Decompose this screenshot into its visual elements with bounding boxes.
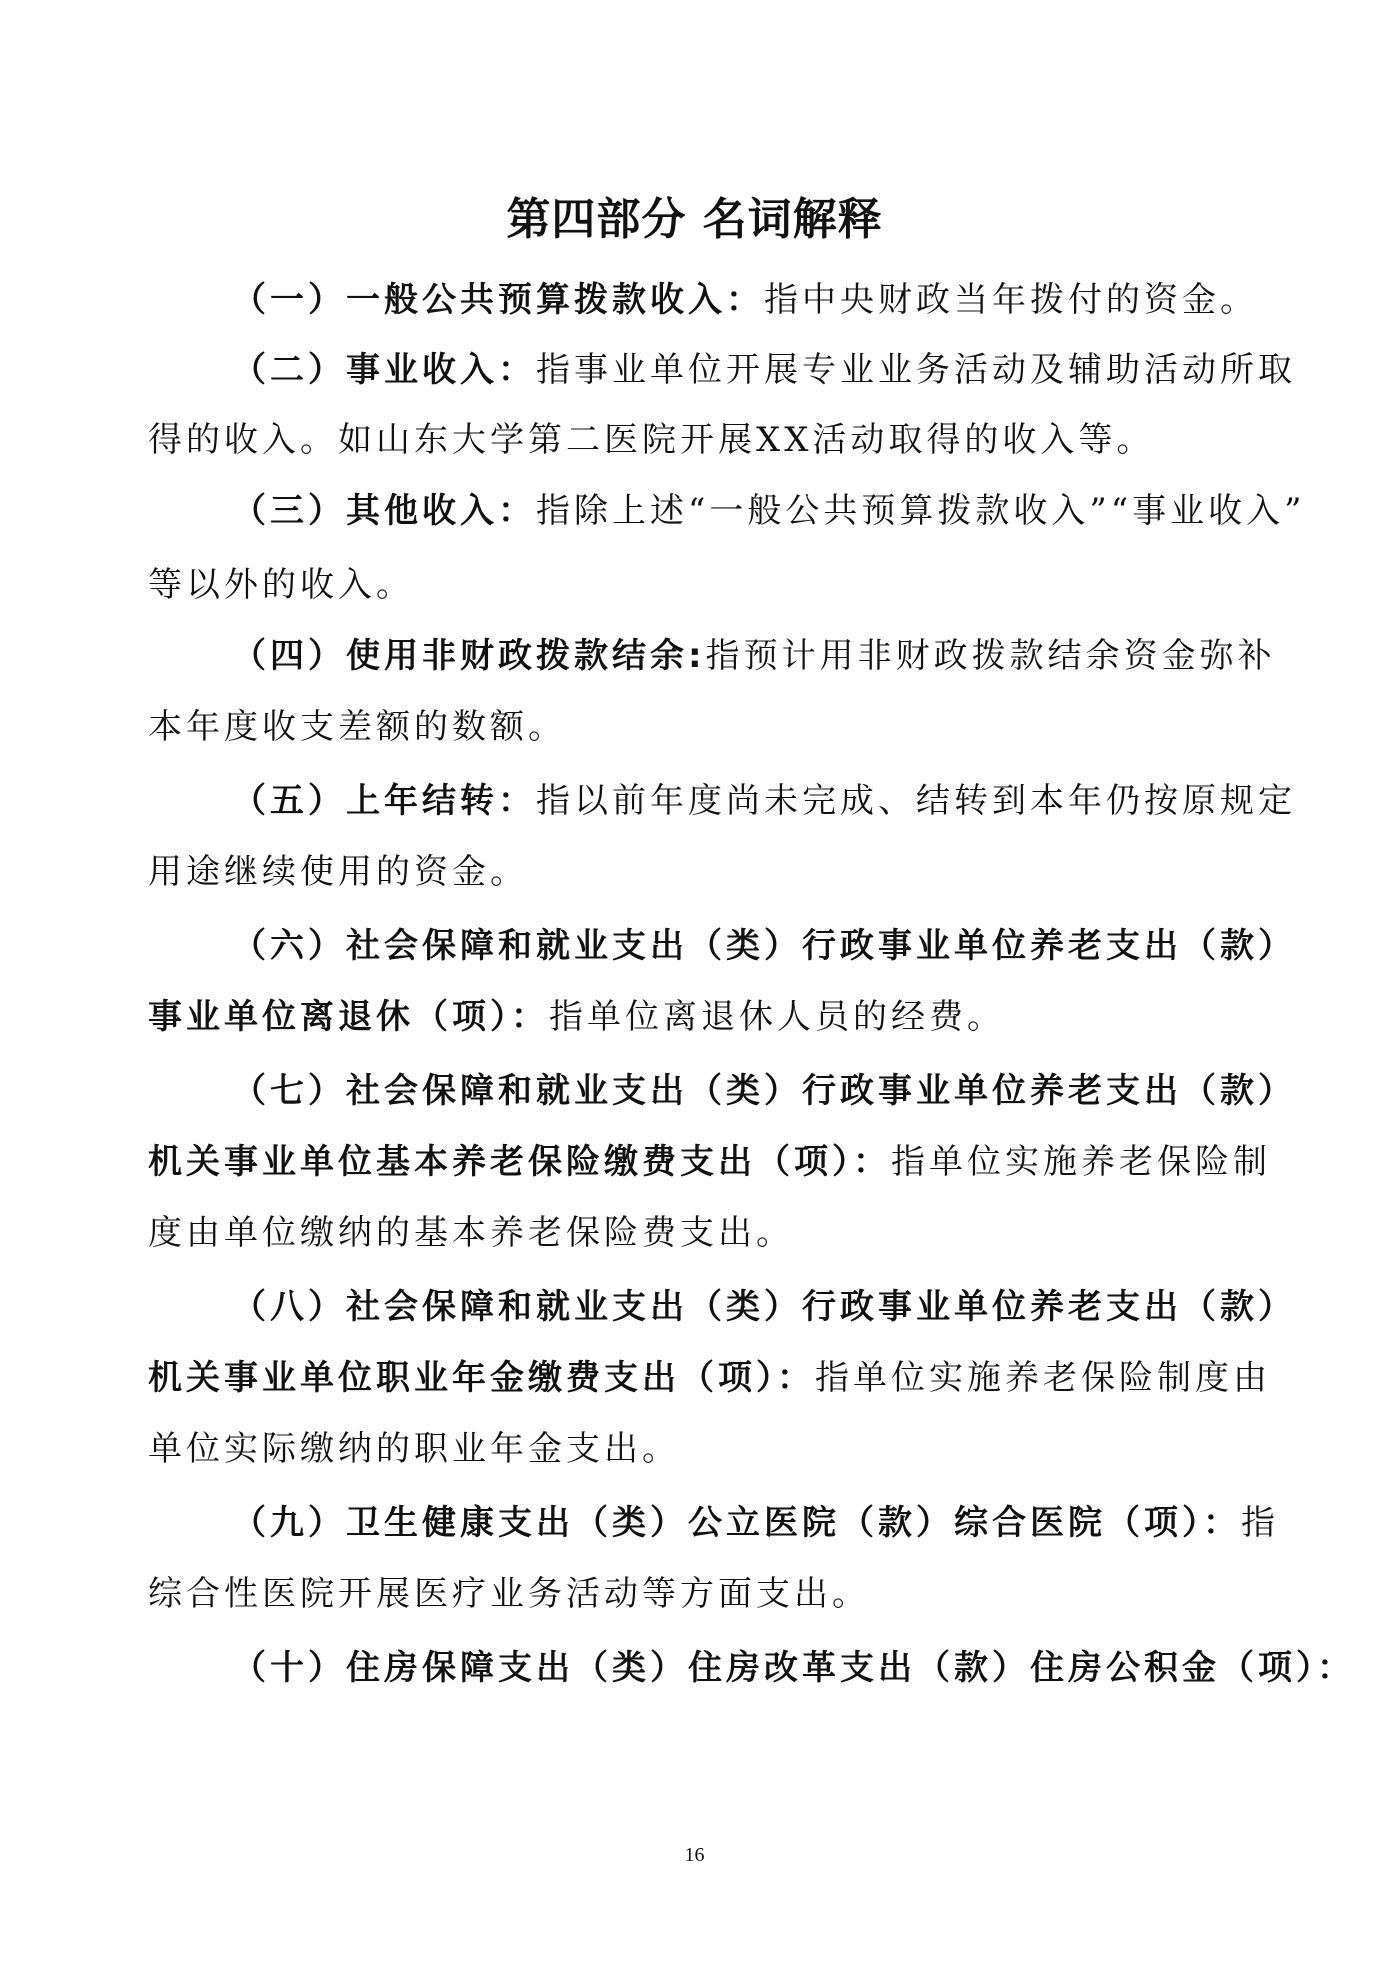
definition-term: （四）使用非财政拨款结余: [232, 636, 706, 676]
definition-line [232, 276, 1258, 324]
definition-term: （九）卫生健康支出（类）公立医院（款）综合医院（项）： [232, 1503, 1241, 1543]
definition-text: 指 [1241, 1503, 1279, 1543]
definition-line [232, 1644, 1355, 1692]
definition-text: 指单位离退休人员的经费。 [549, 997, 1005, 1037]
page-number: 16 [684, 1844, 705, 1866]
definition-text: 指事业单位开展专业业务活动及辅助活动所取 [536, 350, 1296, 390]
definition-line [232, 346, 1296, 394]
definition-text: 指除上述“一般公共预算拨款收入”“事业收入” [536, 491, 1306, 531]
definition-text: 指中央财政当年拨付的资金。 [764, 280, 1258, 320]
definition-text: 指预计用非财政拨款结余资金弥补 [705, 636, 1276, 676]
definition-text: 用途继续使用的资金。 [148, 852, 528, 892]
definition-line [148, 993, 1248, 1041]
definition-text: 得的收入。如山东大学第二医院开展XX活动取得的收入等。 [148, 420, 1155, 460]
definition-line [148, 416, 1248, 464]
definition-line [148, 1354, 1271, 1402]
definition-term: 机关事业单位职业年金缴费支出（项）： [148, 1358, 815, 1398]
definition-term: （二）事业收入： [232, 350, 536, 390]
definition-line [232, 1067, 1296, 1115]
definition-line [232, 632, 1276, 680]
definition-term: （三）其他收入： [232, 491, 536, 531]
definition-term: （十）住房保障支出（类）住房改革支出（款）住房公积金（项）： [232, 1648, 1355, 1688]
definition-line [148, 561, 1248, 609]
definition-text: 度由单位缴纳的基本养老保险费支出。 [148, 1213, 794, 1253]
definition-line [148, 1425, 1248, 1473]
definition-text: 指以前年度尚未完成、结转到本年仍按原规定 [536, 781, 1296, 821]
definition-line [148, 1209, 1248, 1257]
definition-line [148, 1138, 1271, 1186]
definition-line [148, 703, 1248, 751]
page-title: 第四部分 名词解释 [506, 194, 883, 245]
definition-line [232, 487, 1306, 535]
definition-line [148, 848, 1248, 896]
definition-line [232, 922, 1296, 970]
definition-line [148, 1570, 1248, 1618]
definition-text: 单位实际缴纳的职业年金支出。 [148, 1429, 680, 1469]
definition-term: （七）社会保障和就业支出（类）行政事业单位养老支出（款） [232, 1071, 1296, 1111]
definition-term: （六）社会保障和就业支出（类）行政事业单位养老支出（款） [232, 926, 1296, 966]
definition-line [232, 1283, 1296, 1331]
definition-text: 指单位实施养老保险制 [891, 1142, 1271, 1182]
definition-line [232, 777, 1296, 825]
definition-term: （五）上年结转： [232, 781, 536, 821]
definition-text: 本年度收支差额的数额。 [148, 707, 566, 747]
definition-term: （八）社会保障和就业支出（类）行政事业单位养老支出（款） [232, 1287, 1296, 1327]
definition-text: 指单位实施养老保险制度由 [815, 1358, 1271, 1398]
definition-term: （一）一般公共预算拨款收入： [232, 280, 764, 320]
definition-text: 等以外的收入。 [148, 565, 414, 605]
definition-text: 综合性医院开展医疗业务活动等方面支出。 [148, 1574, 870, 1614]
definition-term: 机关事业单位基本养老保险缴费支出（项）： [148, 1142, 891, 1182]
definition-line [232, 1499, 1279, 1547]
definition-term: 事业单位离退休（项）： [148, 997, 549, 1037]
